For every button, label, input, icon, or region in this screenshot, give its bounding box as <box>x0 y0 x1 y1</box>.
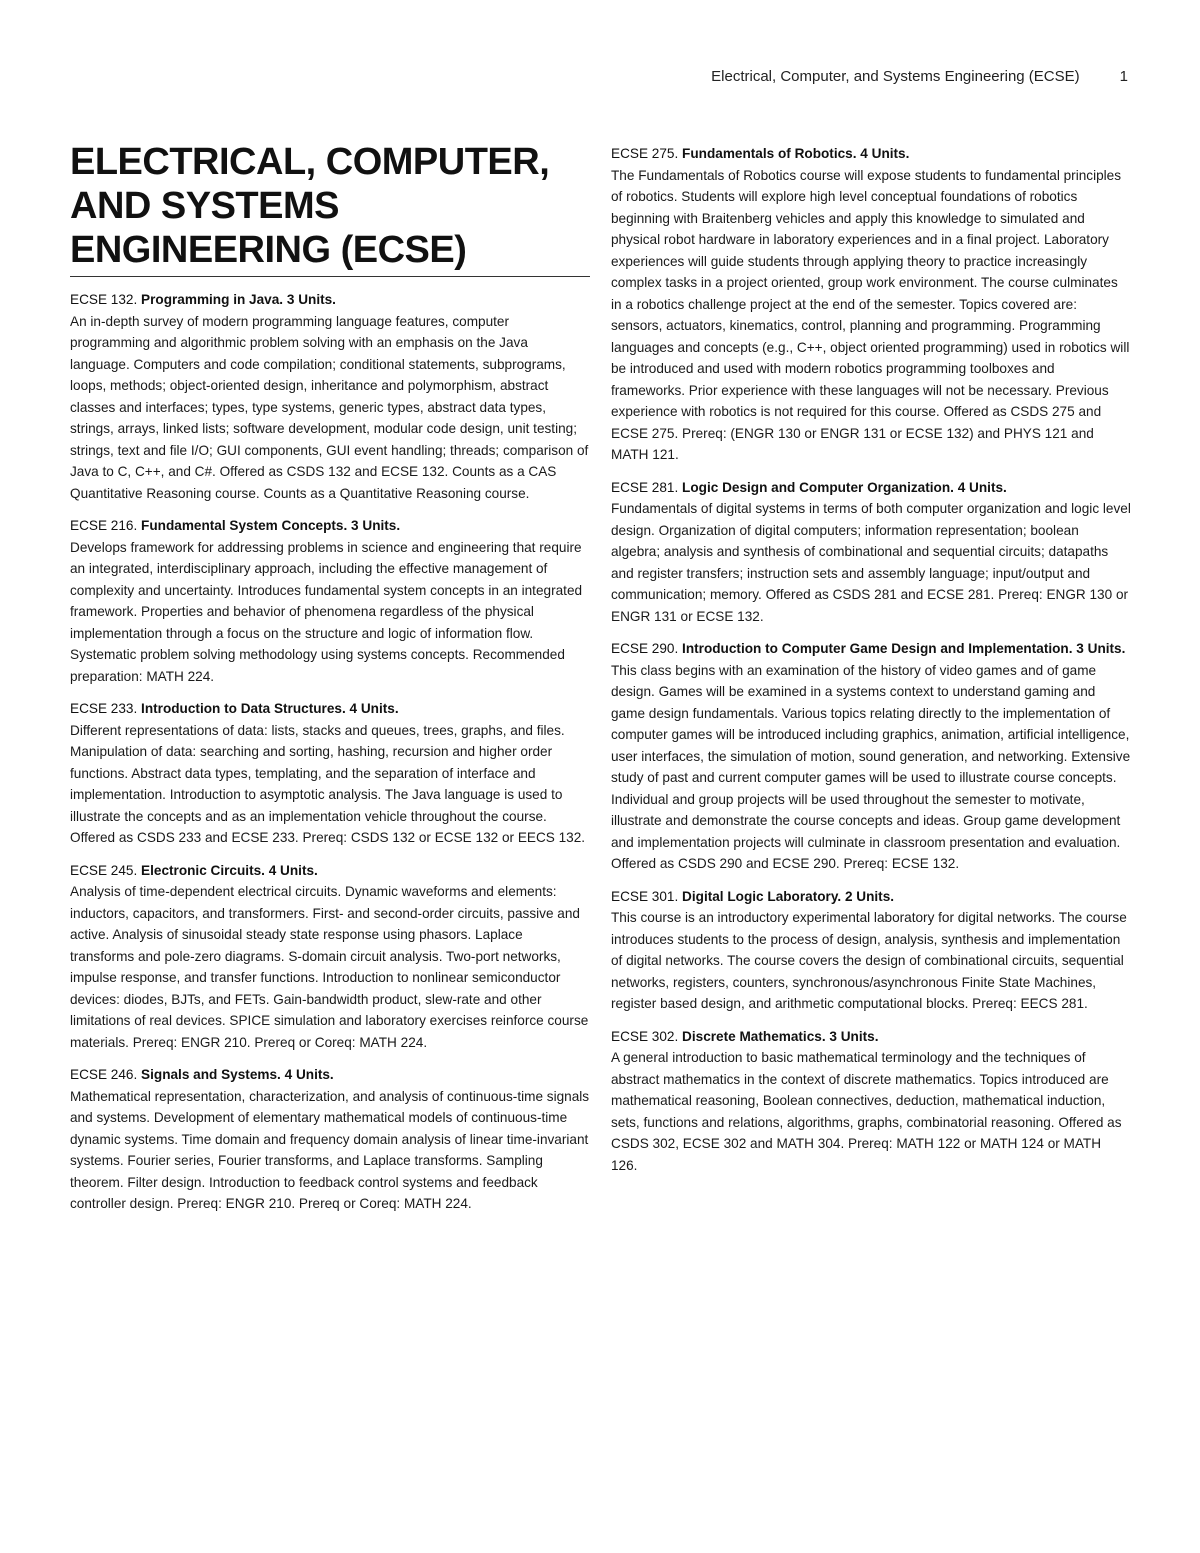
course-name: Introduction to Data Structures. <box>141 701 346 716</box>
course-heading <box>611 638 1131 660</box>
course-units: 4 Units. <box>284 1067 334 1082</box>
course-heading <box>611 886 1131 908</box>
course-entry <box>611 477 1131 628</box>
course-description: Develops framework for addressing problems in science and engineering that require an integrated, interdisciplinary approach, including the effective management of complexity and uncertainty. Introduces fundamental system concepts in an integrated framework. Properties and behavior of phenomena regardless of the physical implementation through a focus on the structure and logic of information flow. Systematic problem solving methodology using systems concepts. Recommended preparation: MATH 224. <box>70 539 583 684</box>
course-description: An in-depth survey of modern programming language features, computer programming and algorithmic problem solving with an emphasis on the Java language. Computers and code compilation; conditional statements, subprograms, loops, methods; object-oriented design, inheritance and polymorphism, abstract classes and interfaces; types, type systems, generic types, abstract data types, strings, arrays, linked lists; software development, modular code design, unit testing; strings, text and file I/O; GUI components, GUI event handling; threads; comparison of Java to C, C++, and C#. Offered as CSDS 132 and ECSE 132. Counts as a CAS Quantitative Reasoning course. Counts as a Quantitative Reasoning course. <box>70 313 589 501</box>
course-name: Digital Logic Laboratory. <box>682 888 842 904</box>
course-code: ECSE 245. <box>70 862 138 878</box>
course-heading <box>611 143 1131 165</box>
course-units: 4 Units. <box>860 146 910 161</box>
course-name: Electronic Circuits. <box>141 862 265 878</box>
course-units: 4 Units. <box>268 862 318 878</box>
course-code: ECSE 302. <box>611 1028 679 1044</box>
course-code: ECSE 275. <box>611 146 679 161</box>
course-code: ECSE 301. <box>611 888 679 904</box>
course-units: 3 Units. <box>286 292 336 307</box>
course-code: ECSE 246. <box>70 1067 138 1082</box>
course-entry <box>611 143 1131 466</box>
course-code: ECSE 281. <box>611 479 679 495</box>
page-number: 1 <box>1119 68 1128 85</box>
course-heading <box>70 698 590 720</box>
course-description: The Fundamentals of Robotics course will expose students to fundamental principles of robotics. Students will explore high level conceptual foundations of robotics beginning with Braitenberg vehicles and apply this knowledge to simulated and physical robot hardware in laboratory experiences and in a final project. Laboratory experiences will guide students through applying theory to practice increasingly complex tasks in a project oriented, group work environment. The course culminates in a robotics challenge project at the end of the semester. Topics covered are: sensors, actuators, kinematics, control, planning and programming. Programming languages and concepts (e.g., C++, object oriented programming) used in robotics will be introduced and used with modern robotics programming toolboxes and frameworks. Prior experience with these languages will not be necessary. Previous experience with robotics is not required for this course. Offered as CSDS 275 and ECSE 275. Prereq: (ENGR 130 or ENGR 131 or ECSE 132) and PHYS 121 and MATH 121. <box>611 167 1130 462</box>
running-header <box>560 68 1128 85</box>
course-entry <box>70 860 590 1054</box>
course-entry <box>611 886 1131 1015</box>
course-code: ECSE 233. <box>70 701 138 716</box>
course-description: Fundamentals of digital systems in terms of both computer organization and logic level design. Organization of digital computers; information representation; boolean algebra; analysis and synthesis of combinational and sequential circuits; datapaths and register transfers; instruction sets and assembly language; input/output and communication; memory. Offered as CSDS 281 and ECSE 281. Prereq: ENGR 130 or ENGR 131 or ECSE 132. <box>611 501 1131 624</box>
course-heading <box>611 477 1131 499</box>
course-name: Fundamental System Concepts. <box>141 518 348 533</box>
course-description: This class begins with an examination of the history of video games and of game design. Games will be examined in a systems context to understand gaming and game design fundamentals. Various topics relating directly to the implementation of computer games will be introduced including graphics, animation, artificial intelligence, user interfaces, the simulation of motion, sound generation, and networking. Extensive study of past and current computer games will be used to illustrate course concepts. Individual and group projects will be used throughout the semester to motivate, illustrate and demonstrate the course concepts and ideas. Group game development and implementation projects will culminate in classroom presentation and evaluation. Offered as CSDS 290 and ECSE 290. Prereq: ECSE 132. <box>611 662 1131 871</box>
course-units: 4 Units. <box>349 701 399 716</box>
course-entry <box>70 515 590 687</box>
course-name: Introduction to Computer Game Design and Implementation. <box>682 641 1073 656</box>
course-description: Mathematical representation, characterization, and analysis of continuous-time signals and systems. Development of elementary mathematical models of continuous-time dynamic systems. Time domain and frequency domain analysis of linear time-invariant systems. Fourier series, Fourier transforms, and Laplace transforms. Sampling theorem. Filter design. Introduction to feedback control systems and feedback controller design. Prereq: ENGR 210. Prereq or Coreq: MATH 224. <box>70 1088 590 1211</box>
course-name: Logic Design and Computer Organization. <box>682 479 954 495</box>
course-entry <box>611 638 1131 875</box>
course-name: Discrete Mathematics. <box>682 1028 826 1044</box>
course-heading <box>70 515 590 537</box>
course-description: Analysis of time-dependent electrical circuits. Dynamic waveforms and elements: inductors, capacitors, and transformers. First- and second-order circuits, passive and active. Analysis of sinusoidal steady state response using phasors. Laplace transforms and pole-zero diagrams. S-domain circuit analysis. Two-port networks, impulse response, and transfer functions. Introduction to nonlinear semiconductor devices: diodes, BJTs, and FETs. Gain-bandwidth product, slew-rate and other limitations of real devices. SPICE simulation and laboratory exercises reinforce course materials. Prereq: ENGR 210. Prereq or Coreq: MATH 224. <box>70 884 589 1050</box>
course-heading <box>611 1026 1131 1048</box>
course-description: This course is an introductory experimental laboratory for digital networks. The course introduces students to the process of design, analysis, synthesis and implementation of digital networks. The course covers the design of combinational circuits, sequential networks, registers, counters, synchronous/asynchronous Finite State Machines, register based design, and arithmetic computational blocks. Prereq: EECS 281. <box>611 910 1127 1011</box>
course-name: Signals and Systems. <box>141 1067 281 1082</box>
course-code: ECSE 290. <box>611 641 679 656</box>
running-header-title: Electrical, Computer, and Systems Engineering (ECSE) <box>711 68 1080 85</box>
right-column <box>611 143 1131 1176</box>
course-name: Programming in Java. <box>141 292 284 307</box>
course-heading <box>70 1064 590 1086</box>
page-title: ELECTRICAL, COMPUTER, AND SYSTEMS ENGINEERING (ECSE) <box>70 140 590 277</box>
course-name: Fundamentals of Robotics. <box>682 146 857 161</box>
course-units: 2 Units. <box>844 888 895 904</box>
course-heading <box>70 289 590 311</box>
course-units: 3 Units. <box>351 518 401 533</box>
course-code: ECSE 132. <box>70 292 138 307</box>
course-units: 3 Units. <box>1076 641 1126 656</box>
course-entry <box>70 698 590 849</box>
course-units: 3 Units. <box>829 1028 879 1044</box>
left-column <box>70 140 590 1215</box>
course-description: A general introduction to basic mathematical terminology and the techniques of abstract mathematics in the context of discrete mathematics. Topics introduced are mathematical reasoning, Boolean connectives, deduction, mathematical induction, sets, functions and relations, algorithms, graphs, combinatorial reasoning. Offered as CSDS 302, ECSE 302 and MATH 304. Prereq: MATH 122 or MATH 124 or MATH 126. <box>611 1050 1122 1173</box>
course-heading <box>70 860 590 882</box>
course-entry <box>70 1064 590 1215</box>
course-code: ECSE 216. <box>70 518 138 533</box>
course-units: 4 Units. <box>957 479 1007 495</box>
course-entry <box>70 289 590 504</box>
course-description: Different representations of data: lists, stacks and queues, trees, graphs, and files. Manipulation of data: searching and sorting, hashing, recursion and higher order functions. Abstract data types, templating, and the separation of interface and implementation. Introduction to asymptotic analysis. The Java language is used to illustrate the concepts and as an implementation vehicle throughout the course. Offered as CSDS 233 and ECSE 233. Prereq: CSDS 132 or ECSE 132 or EECS 132. <box>70 722 586 845</box>
course-entry <box>611 1026 1131 1177</box>
